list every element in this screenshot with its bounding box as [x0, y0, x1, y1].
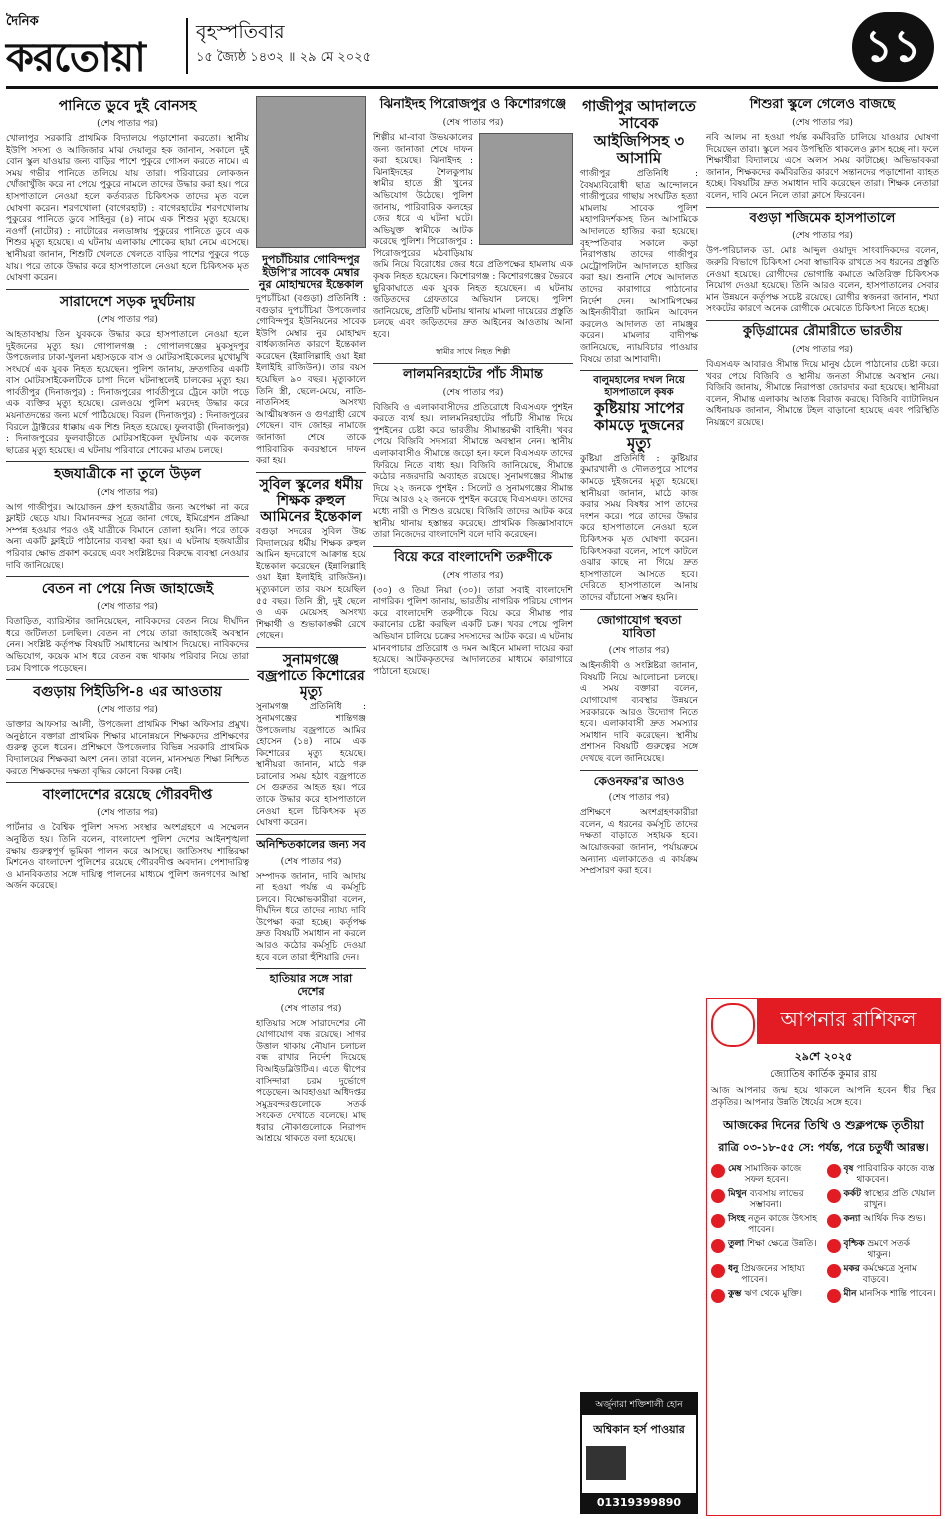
zodiac-sign-item	[711, 1189, 821, 1211]
zodiac-icon	[827, 1289, 841, 1303]
zodiac-icon	[711, 1289, 725, 1303]
zodiac-sign-text: ভ্রমণে সতর্ক থাকুন।	[867, 1239, 911, 1261]
zodiac-sign-text: সামাজিক কাজে সফল হবেন।	[744, 1164, 802, 1186]
masthead	[0, 0, 945, 92]
zodiac-sign-name: মীন	[843, 1289, 857, 1300]
portrait-photo	[256, 96, 366, 248]
divider	[6, 289, 249, 290]
article-body: হাতিয়ার সঙ্গে সারাদেশের নৌ যোগাযোগ বন্ধ রয়েছে। সাগর উত্তাল থাকায় নৌযান চলাচল বন্ধ রাখার নির্দেশ দিয়েছে বিআইডব্লিউটিএ। এতে দ্বীপের বাসিন্দারা চরম দুর্ভোগে পড়েছেন। আবহাওয়া অধিদপ্তর সমুদ্রবন্দরগুলোকে সতর্ক সংকেত দেখাতে বলেছে। মাছ ধরার নৌকাগুলোকে নিরাপদ আশ্রয়ে থাকতে বলা হয়েছে।	[256, 1018, 366, 1145]
article-body: সুনামগঞ্জ প্রতিনিধি : সুনামগঞ্জের শান্তিগঞ্জ উপজেলায় বজ্রপাতে আমির হোসেন (১৪) নামে এক কিশোরের মৃত্যু হয়েছে। স্থানীয়রা জানান, মাঠে গরু চরানোর সময় হঠাৎ বজ্রপাতে সে গুরুতর আহত হয়। পরে তাকে উদ্ধার করে হাসপাতালে নেওয়া হলে চিকিৎসক মৃত ঘোষণা করেন।	[256, 702, 366, 829]
headline: ঝিনাইদহ পিরোজপুর ও কিশোরগঞ্জে	[379, 97, 567, 112]
article-body: বিএসএফ আবারও সীমান্ত দিয়ে মানুষ ঠেলে পাঠানোর চেষ্টা করে। খবর পেয়ে বিজিবি ও স্থানীয় জনতা সীমান্তে অবস্থান নেয়। বিজিবি জানায়, সীমান্তে নিরাপত্তা জোরদার করা হয়েছে। স্থানীয়রা বলেন, সীমান্ত এলাকায় আতঙ্ক বিরাজ করছে। বিজিবি ব্যাটালিয়ন অধিনায়ক জানান, সীমান্তে টহল বাড়ানো হয়েছে এবং পরিস্থিতি নিয়ন্ত্রণে রয়েছে।	[706, 359, 939, 428]
horoscope-date: ২৯শে ২০২৫	[794, 1050, 853, 1063]
continued-note: (শেষ পাতার পর)	[97, 705, 158, 716]
zodiac-sign-text: ঋণ থেকে মুক্তি।	[744, 1289, 802, 1300]
divider	[373, 363, 573, 364]
zodiac-icon	[827, 1189, 841, 1203]
photo-caption: স্বামীর সাথে নিহত শিল্পী	[435, 346, 511, 356]
article-body: বিজিবি ও এলাকাবাসীদের প্রতিরোধে বিএসএফ পুশইন করতে ব্যর্থ হয়। লালমনিরহাটের পাঁচটি সীমান্ত দিয়ে পুশইনের চেষ্টা করে ভারতীয় সীমান্তরক্ষী বাহিনী। খবর পেয়ে বিজিবি সদস্যরা সীমান্তে অবস্থান নেন। স্থানীয় এলাকাবাসীও সীমান্তে জড়ো হন। ফলে বিএসএফ তাদের ফিরিয়ে নিতে বাধ্য হয়। বিজিবি জানিয়েছে, সীমান্তে কঠোর নজরদারি অব্যাহত রয়েছে। সুনামগঞ্জের সীমান্ত দিয়ে ২২ জনকে পুশইন : সিলেট ও সুনামগঞ্জের সীমান্ত দিয়ে আরও ২২ জনকে পুশইন করেছে বিএসএফ। তাদের মধ্যে নারী ও শিশুও রয়েছে। বিজিবি তাদের আটক করে স্থানীয় থানায় হস্তান্তর করেছে। প্রাথমিক জিজ্ঞাসাবাদে তারা নিজেদের বাংলাদেশি বলে দাবি করেছেন।	[373, 402, 573, 541]
article-body: আইনজীবী ও সংশ্লিষ্টরা জানান, বিষয়টি নিয়ে আলোচনা চলছে। এ সময় বক্তারা বলেন, যোগাযোগ ব্যবস্থার উন্নয়নে সরকারকে আরও উদ্যোগ নিতে হবে। এলাকাবাসী দ্রুত সমস্যার সমাধান দাবি করেছেন। স্থানীয় প্রশাসন বিষয়টি গুরুত্বের সঙ্গে দেখছে বলে জানিয়েছে।	[580, 661, 698, 764]
weekday: বৃহস্পতিবার	[196, 21, 285, 43]
divider	[706, 320, 939, 321]
zodiac-icon	[827, 1264, 841, 1278]
continued-note: (শেষ পাতার পর)	[608, 646, 670, 657]
article-body: উপ-পরিচালক ডা. মোঃ আব্দুল ওয়াদুদ সাংবাদিকদের বলেন, জরুরি বিভাগে চিকিৎসা সেবা স্বাভাবিক রাখতে সব ধরনের প্রস্তুতি নেওয়া হয়েছে। রোগীদের ভোগান্তি কমাতে অতিরিক্ত চিকিৎসক নিয়োগ দেওয়া হয়েছে। তিনি আরও বলেন, হাসপাতালের সেবার মান উন্নয়নে কর্তৃপক্ষ সচেষ্ট রয়েছে। রোগীর স্বজনরা জানান, শয্যা সংকটের কারণে অনেক রোগীকে মেঝেতে চিকিৎসা নিতে হচ্ছে।	[706, 246, 939, 315]
headline: বিয়ে করে বাংলাদেশি তরুণীকে	[393, 549, 553, 565]
zodiac-icon	[827, 1164, 841, 1178]
article-body: শিল্পীর মা-বাবা উভয়কালের জন্য জানাজা শেষে দাফন করা হয়েছে। ঝিনাইদহ : ঝিনাইদহের শৈলকুপায় স্বামীর হাতে স্ত্রী খুনের অভিযোগ উঠেছে। পুলিশ জানায়, পারিবারিক কলহের জের ধরে এ ঘটনা ঘটে। অভিযুক্ত স্বামীকে আটক করেছে পুলিশ। পিরোজপুর : পিরোজপুরের মঠবাড়িয়ায় জমি নিয়ে বিরোধের জের ধরে প্রতিপক্ষের হামলায় এক কৃষক নিহত হয়েছেন। কিশোরগঞ্জ : কিশোরগঞ্জের ভৈরবে ছুরিকাঘাতে এক যুবক নিহত হয়েছেন। এ ঘটনায় জড়িতদের গ্রেফতারে অভিযান চলছে। পুলিশ জানিয়েছে, প্রতিটি ঘটনায় থানায় মামলা দায়েরের প্রস্তুতি চলছে এবং জড়িতদের দ্রুত আইনের আওতায় আনা হবে।	[373, 132, 573, 341]
zodiac-sign-item	[711, 1264, 821, 1286]
page-number: ১১	[852, 12, 934, 82]
dateline: ১৫ জ্যৈষ্ঠ ১৪৩২ ॥ ২৯ মে ২০২৫	[196, 50, 372, 65]
headline: হাতিয়ার সঙ্গে সারা দেশের	[269, 972, 353, 998]
headline: বগুড়া শজিমেক হাসপাতালে	[749, 210, 896, 226]
article-body: সম্পাদক জানান, দাবি আদায় না হওয়া পর্যন্ত এ কর্মসূচি চলবে। বিক্ষোভকারীরা বলেন, দীর্ঘদিন ধরে তাদের ন্যায্য দাবি উপেক্ষা করা হচ্ছে। কর্তৃপক্ষ দ্রুত বিষয়টি সমাধান না করলে আরও কঠোর কর্মসূচি দেওয়া হবে বলে তারা হুঁশিয়ারি দেন।	[256, 871, 366, 963]
brand-name: করতোয়া	[6, 35, 145, 81]
zodiac-icon	[711, 1264, 725, 1278]
headline: কুষ্টিয়ায় সাপের কামড়ে দুজনের মৃত্যু	[594, 399, 684, 452]
headline: সুবিল স্কুলের ধর্মীয় শিক্ষক রুহুল আমিনের ইন্তেকাল	[259, 476, 363, 526]
divider	[256, 968, 366, 969]
header-rule	[6, 86, 938, 89]
divider	[256, 834, 366, 835]
zodiac-sign-item	[827, 1189, 937, 1211]
article-body: আগ গাজীপুর। আয়োজন গ্রুপ হজযাত্রীর জন্য অপেক্ষা না করে ফ্লাইট ছেড়ে যায়। বিমানবন্দর সূত্রে জানা গেছে, ইমিগ্রেশন প্রক্রিয়া সম্পন্ন হওয়ার পরও ওই যাত্রীকে বিমানে তোলা হয়নি। পরে তাকে অন্য একটি ফ্লাইটে পাঠানোর ব্যবস্থা করা হয়। এ ঘটনায় হজযাত্রীর পরিবার ক্ষোভ প্রকাশ করেছে এবং সংশ্লিষ্টদের বিরুদ্ধে ব্যবস্থা নেওয়ার দাবি জানিয়েছে।	[6, 502, 249, 571]
divider	[580, 370, 698, 371]
zodiac-sign-name: মিথুন	[728, 1189, 747, 1200]
article-body: বিতাড়িত, ব্যারিস্টার জানিয়েছেন, নাবিকদের বেতন নিয়ে দীর্ঘদিন ধরে জটিলতা চলছিল। বেতন না পেয়ে তারা জাহাজেই অবস্থান নেন। সংশ্লিষ্ট কর্তৃপক্ষ বিষয়টি সমাধানের আশ্বাস দিয়েছে। নাবিকদের অভিযোগ, কয়েক মাস ধরে বেতন বন্ধ থাকায় পরিবার নিয়ে তারা চরম বিপাকে পড়েছেন।	[6, 617, 249, 674]
divider	[580, 770, 698, 771]
zodiac-sign-item	[827, 1289, 937, 1303]
continued-note: (শেষ পাতার পর)	[280, 856, 342, 867]
article-body: কুষ্টিয়া প্রতিনিধি : কুষ্টিয়ার কুমারখালী ও দৌলতপুরে সাপের কামড়ে দুইজনের মৃত্যু হয়েছে। স্থানীয়রা জানান, মাঠে কাজ করার সময় বিষধর সাপ তাদের দংশন করে। পরে তাদের উদ্ধার করে হাসপাতালে নেওয়া হলে চিকিৎসক মৃত ঘোষণা করেন। চিকিৎসকরা বলেন, সাপে কাটলে ওঝার কাছে না গিয়ে দ্রুত হাসপাতালে আসতে হবে। দেরিতে হাসপাতালে আনায় তাদের বাঁচানো সম্ভব হয়নি।	[580, 453, 698, 603]
headline: বালুমহালের দখল নিয়ে হাসপাতালে কৃষক	[593, 375, 685, 398]
continued-note: (শেষ পাতার পর)	[792, 231, 853, 242]
divider	[373, 546, 573, 547]
zodiac-signs-grid	[707, 1162, 940, 1305]
zodiac-sign-name: সিংহ	[728, 1214, 746, 1225]
headline: সুনামগঞ্জে বজ্রপাতে কিশোরের মৃত্যু	[257, 652, 365, 701]
divider	[6, 679, 249, 680]
divider	[706, 207, 939, 208]
continued-note: (শেষ পাতার পর)	[608, 793, 670, 804]
column-2	[256, 96, 366, 1514]
article-body: নবি আলম না হওয়া পর্যন্ত কর্মবিরতি চালিয়ে যাওয়ার ঘোষণা দিয়েছেন তারা। স্কুলে সরব উপস্থিতি থাকলেও ক্লাস হচ্ছে না। ফলে শিক্ষার্থীরা বিদ্যালয়ে এসে অলস সময় কাটাচ্ছে। অভিভাবকরা জানান, শিক্ষকদের কর্মবিরতির কারণে সন্তানদের পড়াশোনা ব্যাহত হচ্ছে। বিষয়টির দ্রুত সমাধান দাবি করেছেন তারা। শিক্ষক নেতারা বলেন, দাবি মেনে নিলে তারা ক্লাসে ফিরবেন।	[706, 132, 939, 201]
continued-note: (শেষ পাতার পর)	[442, 387, 504, 398]
article-body: খোলাপুর সরকারি প্রাথমিক বিদ্যালয়ে পড়াশোনা করতো। স্থানীয় ইউপি সদস্য ও আজিজার মাঝ দেয়ালুর হক জানান, সকালে দুই বোন স্কুল যাওয়ার জন্য বাড়ির পাশে পুকুরে গোসল করতে নামে। এ সময় গভীর পানিতে তলিয়ে যায় তারা। পরিবারের লোকজন খোঁজাখুঁজি করে না পেয়ে পুকুরে নামলে তাদের উদ্ধার করা হয়। পরে হাসপাতালে নেওয়া হলে কর্তব্যরত চিকিৎসক তাদের মৃত বলে ঘোষণা করেন। শরণখোলা (বাগেরহাট) : বাগেরহাটের শরণখোলায় পুকুরের পানিতে ডুবে সাহিনুর (৪) নামে এক শিশুর মৃত্যু হয়েছে। নওগাঁ (নাটোর) : নাটোরের নলডাঙ্গায় পুকুরের পানিতে ডুবে এক শিশুর মৃত্যু হয়েছে। এ ঘটনায় এলাকায় শোকের ছায়া নেমে এসেছে। স্থানীয়রা জানান, শিশুটি খেলতে খেলতে বাড়ির পাশের পুকুরে পড়ে যায়। পরে তাকে উদ্ধার করে হাসপাতালে নেওয়া হলে চিকিৎসক মৃত ঘোষণা করেন।	[6, 134, 249, 284]
headline: জোগাযোগ স্থবতা যাবিতা	[596, 612, 682, 641]
zodiac-sign-name: মেষ	[728, 1164, 742, 1175]
continued-note: (শেষ পাতার পর)	[442, 117, 504, 128]
headline: দুপচাঁচিয়ার গোবিন্দপুর ইউপি'র সাবেক মেম্বার নুর মোহাম্মদের ইন্তেকাল	[258, 253, 364, 292]
zodiac-icon	[711, 1239, 725, 1253]
article-body: দুপচাঁচিয়া (বগুড়া) প্রতিনিধি : বগুড়ার দুপচাঁচিয়া উপজেলার গোবিন্দপুর ইউনিয়নের সাবেক ইউপি মেম্বার নুর মোহাম্মদ বার্ধক্যজনিত কারণে ইন্তেকাল করেছেন (ইন্নালিল্লাহি ওয়া ইন্না ইলাইহি রাজিউন)। তার বয়স হয়েছিল ৯০ বছর। মৃত্যুকালে তিনি স্ত্রী, ছেলে-মেয়ে, নাতি-নাতনিসহ অসংখ্য আত্মীয়স্বজন ও গুণগ্রাহী রেখে গেছেন। বাদ জোহর নামাজে জানাজা শেষে তাকে পারিবারিক কবরস্থানে দাফন করা হয়।	[256, 293, 366, 467]
horoscope-intro: আজ আপনার জন্ম হয়ে থাকলে আপনি হবেন ধীর স্থির প্রকৃতির। আপনার উন্নতি ধৈর্যের সঙ্গে হবে।	[711, 1086, 936, 1108]
headline: বাংলাদেশের রয়েছে গৌরবদীপ্ত	[42, 787, 213, 804]
zodiac-sign-item	[711, 1164, 821, 1186]
masthead-divider	[186, 18, 188, 74]
zodiac-sign-item	[711, 1289, 821, 1303]
zodiac-icon	[827, 1239, 841, 1253]
zodiac-sign-name: তুলা	[728, 1239, 745, 1250]
zodiac-icon	[711, 1164, 725, 1178]
continued-note: (শেষ পাতার পর)	[97, 119, 158, 130]
zodiac-sign-text: কর্মক্ষেত্রে সুনাম বাড়বে।	[862, 1264, 917, 1286]
continued-note: (শেষ পাতার পর)	[280, 1003, 342, 1014]
zodiac-sign-name: বৃশ্চিক	[843, 1239, 865, 1250]
horoscope-astrologer: জ্যোতিষ কার্তিক কুমার রায়	[770, 1069, 877, 1080]
zodiac-sign-text: ব্যবসায় লাভের সম্ভাবনা।	[749, 1189, 804, 1211]
zodiac-sign-item	[827, 1164, 937, 1186]
column-1	[6, 96, 249, 1514]
zodiac-wheel-icon	[711, 1003, 755, 1047]
zodiac-sign-text: শিক্ষা ক্ষেত্রে উন্নতি।	[747, 1239, 817, 1250]
article-body: ডাক্তার আফসার আলী, উপজেলা প্রাথমিক শিক্ষা অফিসার প্রমুখ। অনুষ্ঠানে বক্তারা প্রাথমিক শিক্ষার মানোন্নয়নে শিক্ষকদের প্রশিক্ষণের গুরুত্ব তুলে ধরেন। প্রশিক্ষণে উপজেলার বিভিন্ন সরকারি প্রাথমিক বিদ্যালয়ের শিক্ষকরা অংশ নেন। তারা বলেন, মানসম্মত শিক্ষা নিশ্চিত করতে শিক্ষকদের দক্ষতা বৃদ্ধির কোনো বিকল্প নেই।	[6, 720, 249, 777]
headline: কেওনফর'র আওও	[593, 773, 685, 788]
divider	[580, 609, 698, 610]
zodiac-icon	[711, 1214, 725, 1228]
news-photo	[479, 133, 573, 245]
zodiac-sign-item	[827, 1239, 937, 1261]
headline: হজযাত্রীকে না তুলে উড়ল	[54, 466, 201, 483]
zodiac-sign-text: পারিবারিক কাজে ব্যস্ত থাকবেন।	[856, 1164, 935, 1186]
zodiac-sign-name: বৃষ	[843, 1164, 854, 1175]
continued-note: (শেষ পাতার পর)	[97, 314, 158, 325]
ad-tagline: অর্জুনারা শক্তিশালী হোন	[582, 1394, 696, 1415]
zodiac-icon	[827, 1214, 841, 1228]
ad-phone: 01319399890	[582, 1493, 696, 1512]
divider	[256, 472, 366, 473]
headline: অনিশ্চিতকালের জন্য সব	[256, 837, 366, 851]
zodiac-icon	[711, 1189, 725, 1203]
continued-note: (শেষ পাতার পর)	[442, 570, 504, 581]
zodiac-sign-item	[711, 1214, 821, 1236]
zodiac-sign-item	[827, 1264, 937, 1286]
headline: কুড়িগ্রামের রৌমারীতে ভারতীয়	[743, 324, 902, 339]
headline: শিশুরা স্কুলে গেলেও বাজছে	[749, 97, 896, 112]
zodiac-sign-item	[711, 1239, 821, 1261]
headline: বেতন না পেয়ে নিজ জাহাজেই	[41, 581, 214, 598]
brand-small: দৈনিক	[6, 14, 39, 29]
tithi-time: রাত্রি ০৩-১৮-৫৫ সে: পর্যন্ত, পরে চতুর্থী আরম্ভ।	[718, 1141, 929, 1155]
horoscope-box	[706, 998, 941, 1516]
divider	[6, 782, 249, 783]
divider	[6, 461, 249, 462]
article-body: পার্টনার ও বৈশ্বিক পুলিশ সদস্য সংস্থার অংশগ্রহণে এ সম্মেলন অনুষ্ঠিত হয়। তিনি বলেন, বাংলাদেশ পুলিশ দেশের আইনশৃঙ্খলা রক্ষায় গুরুত্বপূর্ণ ভূমিকা পালন করে আসছে। জাতিসংঘ শান্তিরক্ষা মিশনেও বাংলাদেশ পুলিশের রয়েছে গৌরবদীপ্ত অবদান। পেশাদারিত্ব ও মানবিকতার সঙ্গে দায়িত্ব পালনের মাধ্যমে পুলিশ জনগণের আস্থা অর্জন করেছে।	[6, 823, 249, 892]
zodiac-sign-text: প্রিয়জনের সাহায্য পাবেন।	[741, 1264, 805, 1286]
article-body: গাজীপুর প্রতিনিধি : বৈষম্যবিরোধী ছাত্র আন্দোলনে গাজীপুরের গাছায় সংঘটিত হত্যা মামলায় সাবেক পুলিশ মহাপরিদর্শকসহ তিন আসামিকে আদালতে হাজির করা হয়েছে। বৃহস্পতিবার সকালে কড়া নিরাপত্তায় তাদের গাজীপুর মেট্রোপলিটন আদালতে হাজির করা হয়। শুনানি শেষে আদালত তাদের কারাগারে পাঠানোর নির্দেশ দেন। আসামিপক্ষের আইনজীবীরা জামিন আবেদন করলেও আদালত তা নামঞ্জুর করেন। মামলার বাদীপক্ষ জানিয়েছে, ন্যায়বিচার পাওয়ার বিষয়ে তারা আশাবাদী।	[580, 169, 698, 365]
headline: বগুড়ায় পিইডিপি-৪ এর আওতায়	[33, 684, 222, 701]
tithi-title: আজকের দিনের তিথি ও শুক্লপক্ষে তৃতীয়া	[723, 1118, 924, 1133]
continued-note: (শেষ পাতার পর)	[792, 344, 853, 355]
divider	[256, 647, 366, 648]
divider	[6, 576, 249, 577]
continued-note: (শেষ পাতার পর)	[97, 808, 158, 819]
column-4	[580, 96, 698, 1514]
headline: লালমনিরহাটের পাঁচ সীমান্ত	[403, 366, 543, 382]
zodiac-sign-name: কন্যা	[843, 1214, 861, 1225]
zodiac-sign-text: মানসিক শান্তি পাবেন।	[859, 1289, 936, 1300]
article-body: আহতাবস্থায় তিন যুবককে উদ্ধার করে হাসপাতালে নেওয়া হলে দুইজনের মৃত্যু হয়। গোপালগঞ্জ : গোপালগঞ্জের মুকসুদপুর উপজেলার ঢাকা-খুলনা মহাসড়কে বাস ও মোটরসাইকেলের মুখোমুখি সংঘর্ষে এক যুবক নিহত হয়েছেন। পুলিশ জানায়, দ্রুতগতির একটি বাস মোটরসাইকেলটিকে চাপা দিলে ঘটনাস্থলেই চালকের মৃত্যু হয়। পার্বতীপুর (দিনাজপুর) : দিনাজপুরের পার্বতীপুরে ট্রেনে কাটা পড়ে এক ব্যক্তির মৃত্যু হয়েছে। রেলওয়ে পুলিশ মরদেহ উদ্ধার করে ময়নাতদন্তের জন্য মর্গে পাঠিয়েছে। বিরল (দিনাজপুর) : দিনাজপুরের বিরলে ট্রাক্টরের ধাক্কায় এক শিশু নিহত হয়েছে। ফুলবাড়ী (দিনাজপুর) : দিনাজপুরের ফুলবাড়ীতে মোটরসাইকেল দুর্ঘটনায় এক কলেজ ছাত্রের মৃত্যু হয়েছে। এ ঘটনায় পরিবারে শোকের মাতম চলছে।	[6, 329, 249, 456]
zodiac-sign-name: কুম্ভ	[728, 1289, 742, 1300]
zodiac-sign-name: মকর	[843, 1264, 860, 1275]
headline: সারাদেশে সড়ক দুর্ঘটনায়	[59, 293, 196, 310]
column-3	[373, 96, 573, 1514]
zodiac-sign-name: কর্কট	[843, 1189, 861, 1200]
horse-icon	[586, 1446, 626, 1480]
article-body: (৩০) ও তিয়া নিয়া (৩০)। তারা সবাই বাংলাদেশি নাগরিক। পুলিশ জানায়, ভারতীয় নাগরিক পরিচয় গোপন করে বাংলাদেশি তরুণীকে বিয়ে করে সীমান্ত পার করানোর চেষ্টা করছিল একটি চক্র। খবর পেয়ে পুলিশ অভিযান চালিয়ে চক্রের সদস্যদের আটক করে। এ ঘটনায় মানবপাচার প্রতিরোধ ও দমন আইনে মামলা দায়ের করা হয়েছে। আটককৃতদের আদালতের মাধ্যমে কারাগারে পাঠানো হয়েছে।	[373, 585, 573, 677]
zodiac-sign-text: স্বাস্থ্যের প্রতি খেয়াল রাখুন।	[864, 1189, 936, 1211]
article-body: বগুড়া সদরের সুবিল উচ্চ বিদ্যালয়ের ধর্মীয় শিক্ষক রুহুল আমিন হৃদরোগে আক্রান্ত হয়ে ইন্তেকাল করেছেন (ইন্নালিল্লাহি ওয়া ইন্না ইলাইহি রাজিউন)। মৃত্যুকালে তার বয়স হয়েছিল ৫৫ বছর। তিনি স্ত্রী, দুই ছেলে ও এক মেয়েসহ অসংখ্য শিক্ষার্থী ও শুভাকাঙ্ক্ষী রেখে গেছেন।	[256, 527, 366, 642]
article-body: প্রশিক্ষণে অংশগ্রহণকারীরা বলেন, এ ধরনের কর্মসূচি তাদের দক্ষতা বাড়াতে সহায়ক হবে। আয়োজকরা জানান, পর্যায়ক্রমে অন্যান্য এলাকাতেও এ কার্যক্রম সম্প্রসারণ করা হবে।	[580, 808, 698, 877]
zodiac-sign-item	[827, 1214, 937, 1236]
zodiac-sign-text: নতুন কাজে উৎসাহ পাবেন।	[748, 1214, 818, 1236]
continued-note: (শেষ পাতার পর)	[97, 602, 158, 613]
ad-box	[580, 1392, 698, 1514]
ad-brand: অশ্বিকান হর্স পাওয়ার	[593, 1423, 685, 1436]
zodiac-sign-name: ধনু	[728, 1264, 739, 1275]
zodiac-sign-text: আর্থিক দিক শুভ।	[863, 1214, 926, 1225]
headline: গাজীপুর আদালতে সাবেক আইজিপিসহ ৩ আসামি	[582, 97, 696, 167]
headline: পানিতে ডুবে দুই বোনসহ	[58, 98, 197, 114]
horoscope-title: আপনার রাশিফল	[757, 999, 940, 1044]
continued-note: (শেষ পাতার পর)	[97, 487, 158, 498]
continued-note: (শেষ পাতার পর)	[792, 117, 853, 128]
